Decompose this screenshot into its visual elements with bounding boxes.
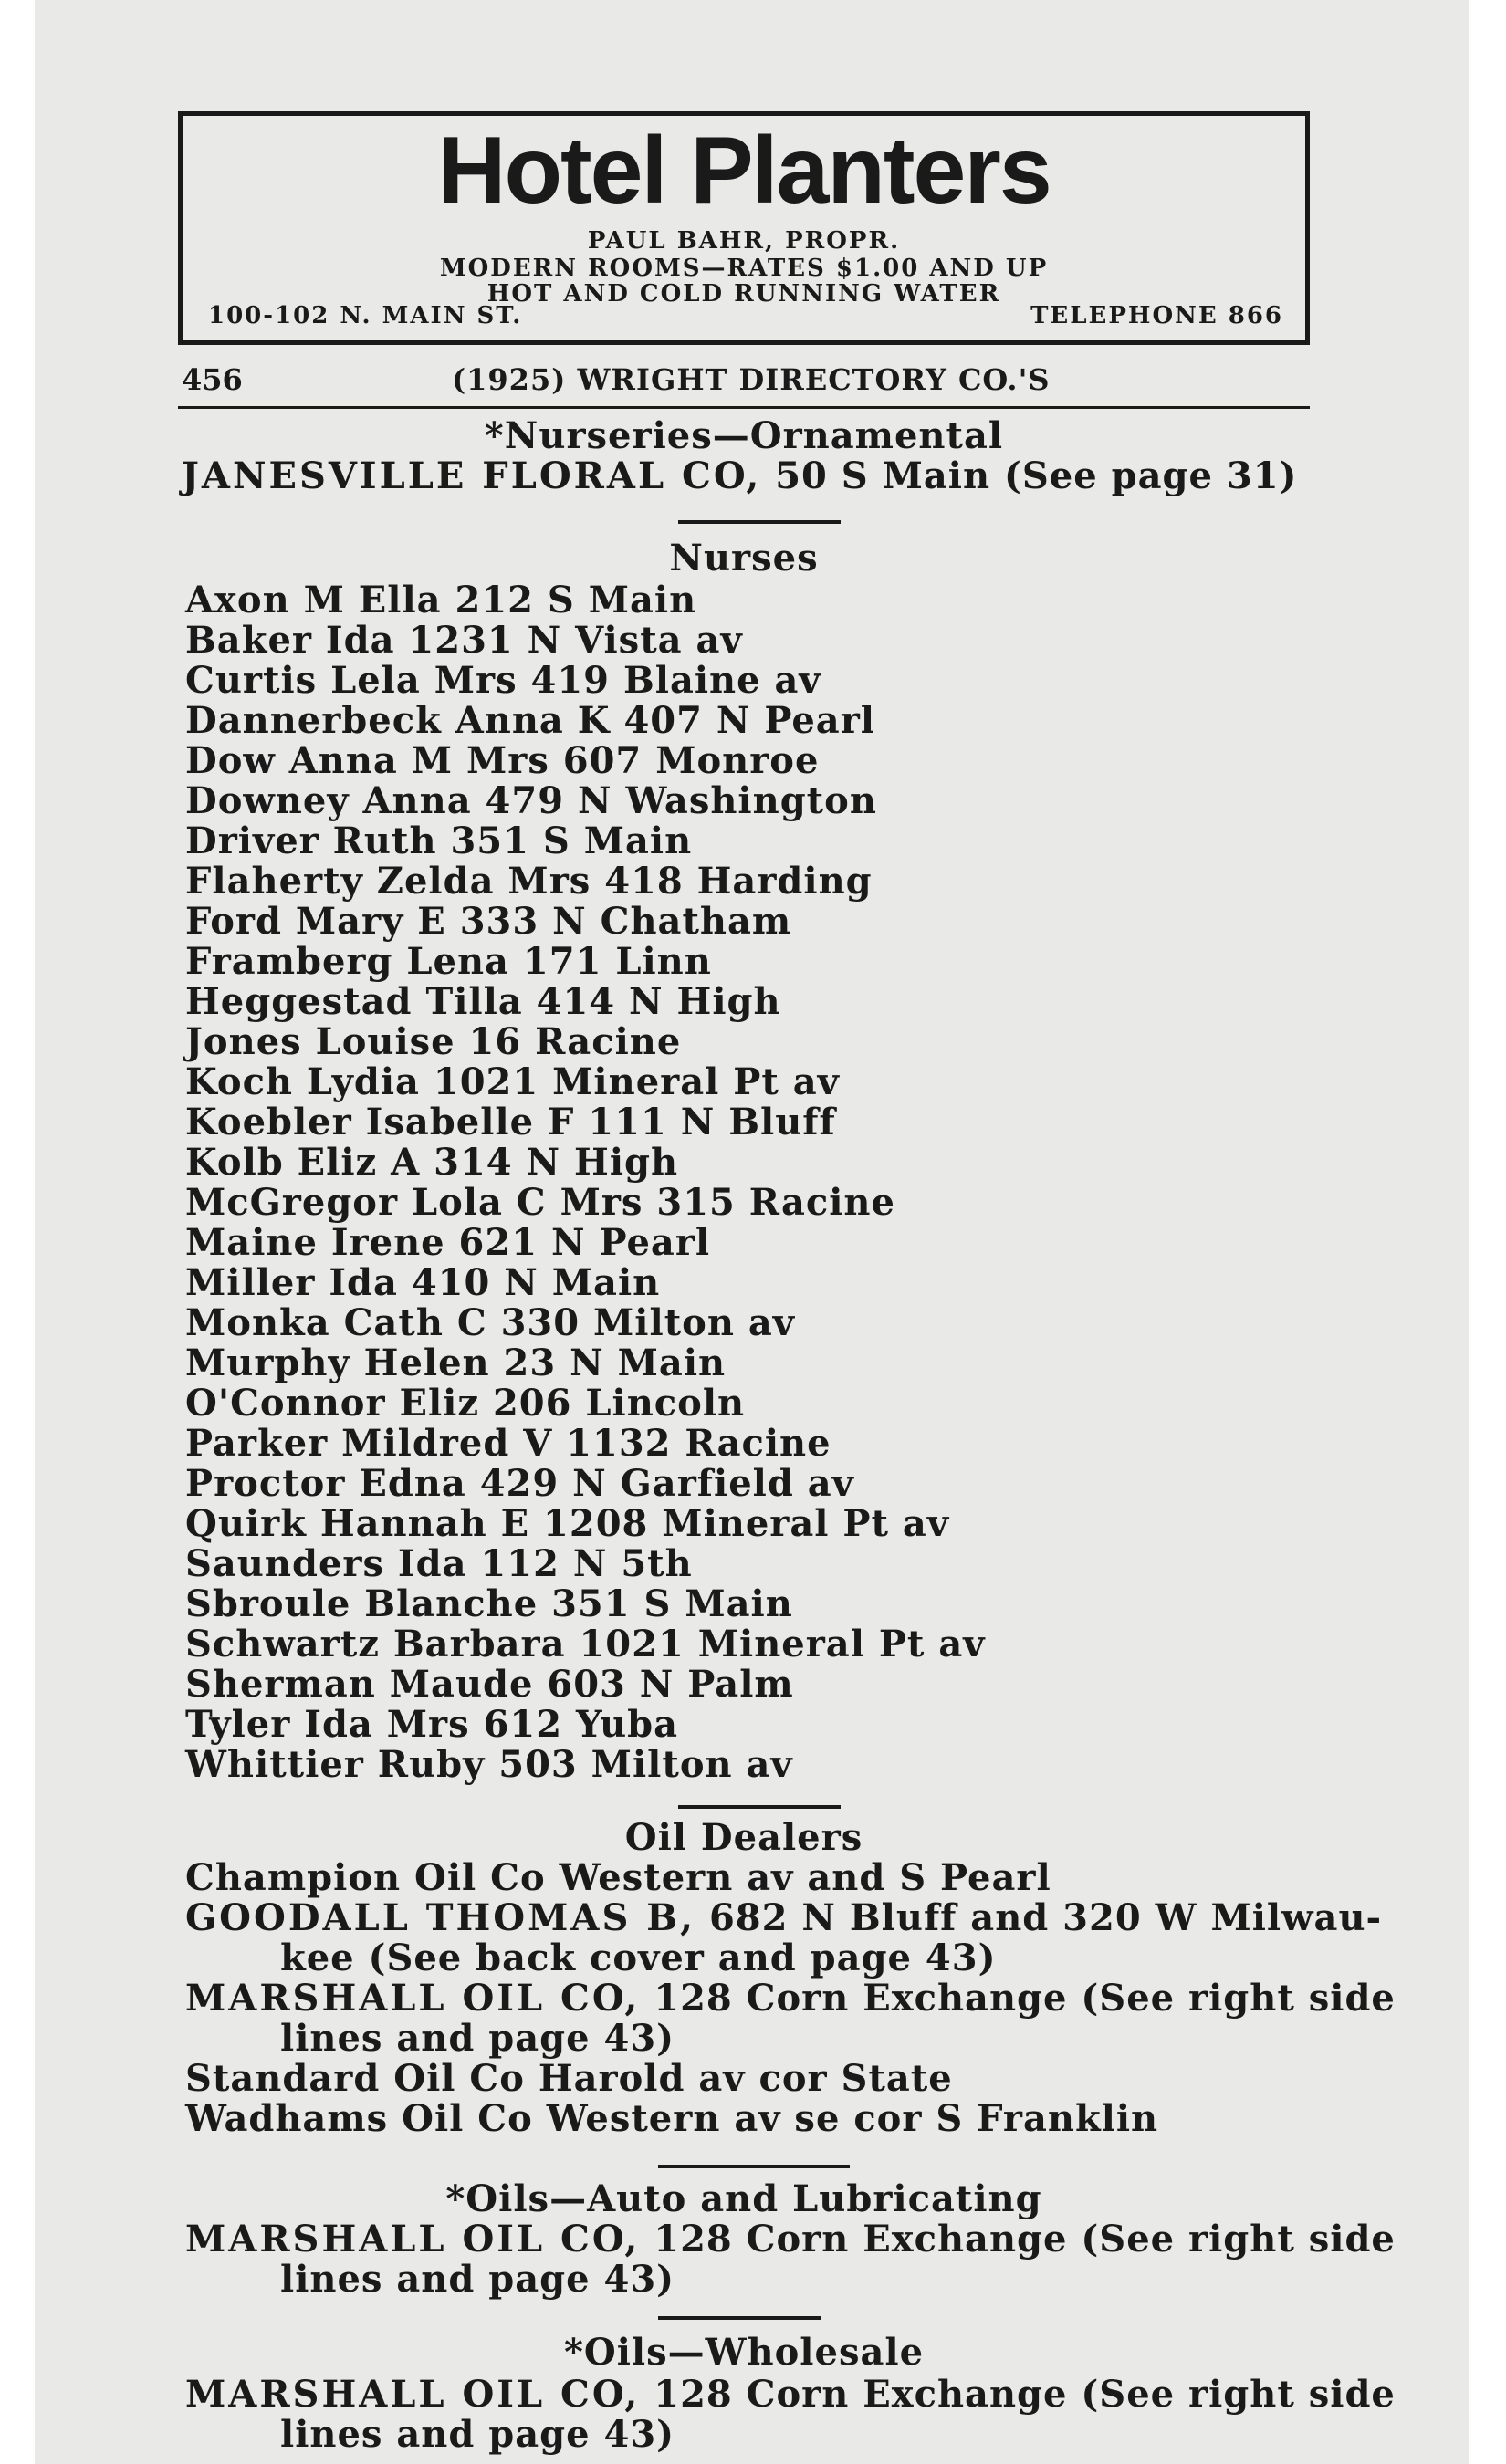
running-title: (1925) WRIGHT DIRECTORY CO.'S — [452, 362, 1051, 397]
listing-marshall-continued: lines and page 43) — [280, 2017, 675, 2060]
list-item: Axon M Ella 212 S Main — [185, 579, 697, 621]
ad-water: HOT AND COLD RUNNING WATER — [486, 280, 1001, 308]
list-item: Baker Ida 1231 N Vista av — [185, 619, 743, 662]
page-number: 456 — [182, 362, 243, 397]
ad-title: Hotel Planters — [437, 118, 1051, 224]
listing-marshall-oil — [185, 2375, 1396, 2415]
list-item: Curtis Lela Mrs 419 Blaine av — [185, 659, 821, 702]
section-heading-nurseries: *Nurseries—Ornamental — [484, 414, 1004, 457]
list-item: Kolb Eliz A 314 N High — [185, 1141, 679, 1184]
list-item: Framberg Lena 171 Linn — [185, 940, 712, 983]
listing-details: 128 Corn Exchange (See right side — [640, 1977, 1396, 2020]
section-heading-oils-auto: *Oils—Auto and Lubricating — [445, 2177, 1042, 2220]
running-head — [178, 363, 1310, 396]
list-item: Monka Cath C 330 Milton av — [185, 1301, 796, 1344]
list-item: Schwartz Barbara 1021 Mineral Pt av — [185, 1623, 986, 1665]
listing-name: MARSHALL OIL CO, — [185, 1977, 641, 2020]
list-item: Maine Irene 621 N Pearl — [185, 1221, 711, 1264]
list-item: Murphy Helen 23 N Main — [185, 1342, 727, 1384]
list-item: Dannerbeck Anna K 407 N Pearl — [185, 699, 875, 742]
hotel-advertisement — [178, 111, 1310, 345]
listing-marshall-oil — [185, 1979, 1396, 2019]
list-item: Saunders Ida 112 N 5th — [185, 1542, 693, 1585]
list-item: Proctor Edna 429 N Garfield av — [185, 1462, 854, 1505]
ad-proprietor: PAUL BAHR, PROPR. — [587, 227, 901, 255]
listing-marshall-continued: lines and page 43) — [280, 2258, 675, 2301]
list-item: Flaherty Zelda Mrs 418 Harding — [185, 860, 873, 903]
header-rule — [178, 406, 1310, 409]
list-item: Ford Mary E 333 N Chatham — [185, 900, 792, 943]
list-item: Quirk Hannah E 1208 Mineral Pt av — [185, 1502, 950, 1545]
list-item: Downey Anna 479 N Washington — [185, 779, 877, 822]
section-heading-oil-dealers: Oil Dealers — [624, 1816, 863, 1859]
list-item: Dow Anna M Mrs 607 Monroe — [185, 739, 820, 782]
listing-details: 128 Corn Exchange (See right side — [640, 2218, 1396, 2260]
listing-name: MARSHALL OIL CO, — [185, 2373, 641, 2416]
list-item: Driver Ruth 351 S Main — [185, 820, 693, 862]
list-item: Whittier Ruby 503 Milton av — [185, 1743, 793, 1786]
listing-details: 128 Corn Exchange (See right side — [640, 2373, 1396, 2416]
listing-details: 50 S Main (See page 31) — [761, 454, 1298, 497]
list-item: Tyler Ida Mrs 612 Yuba — [185, 1703, 679, 1746]
listing-name: JANESVILLE FLORAL CO, — [182, 454, 762, 497]
section-divider — [678, 520, 841, 524]
list-item: Heggestad Tilla 414 N High — [185, 980, 781, 1023]
listing-goodall-continued: kee (See back cover and page 43) — [280, 1937, 997, 1979]
list-item: Miller Ida 410 N Main — [185, 1261, 661, 1304]
list-item: Koebler Isabelle F 111 N Bluff — [185, 1101, 836, 1143]
list-item: Koch Lydia 1021 Mineral Pt av — [185, 1060, 840, 1103]
list-item: Parker Mildred V 1132 Racine — [185, 1422, 831, 1465]
listing-standard-oil: Standard Oil Co Harold av cor State — [185, 2057, 953, 2100]
listing-wadhams-oil: Wadhams Oil Co Western av se cor S Franklin — [185, 2097, 1159, 2140]
ad-telephone: TELEPHONE 866 — [1030, 302, 1283, 329]
section-heading-oils-wholesale: *Oils—Wholesale — [563, 2331, 925, 2374]
list-item: Sbroule Blanche 351 S Main — [185, 1582, 793, 1625]
listing-goodall — [185, 1898, 1382, 1938]
section-divider — [658, 2165, 850, 2168]
list-item: McGregor Lola C Mrs 315 Racine — [185, 1181, 895, 1224]
section-divider — [678, 1805, 841, 1809]
ad-rates: MODERN ROOMS—RATES $1.00 AND UP — [439, 255, 1049, 282]
list-item: Jones Louise 16 Racine — [185, 1020, 682, 1063]
listing-name: MARSHALL OIL CO, — [185, 2218, 641, 2260]
listing-janesville-floral — [182, 456, 1297, 496]
section-divider — [658, 2316, 821, 2320]
section-heading-nurses: Nurses — [669, 537, 819, 579]
list-item: O'Connor Eliz 206 Lincoln — [185, 1382, 746, 1425]
listing-details: 682 N Bluff and 320 W Milwau- — [695, 1896, 1383, 1939]
listing-marshall-oil — [185, 2219, 1396, 2260]
listing-marshall-continued: lines and page 43) — [280, 2413, 675, 2456]
ad-address: 100-102 N. MAIN ST. — [208, 302, 523, 329]
listing-champion-oil: Champion Oil Co Western av and S Pearl — [185, 1856, 1051, 1899]
listing-name: GOODALL THOMAS B, — [185, 1896, 696, 1939]
list-item: Sherman Maude 603 N Palm — [185, 1663, 794, 1706]
